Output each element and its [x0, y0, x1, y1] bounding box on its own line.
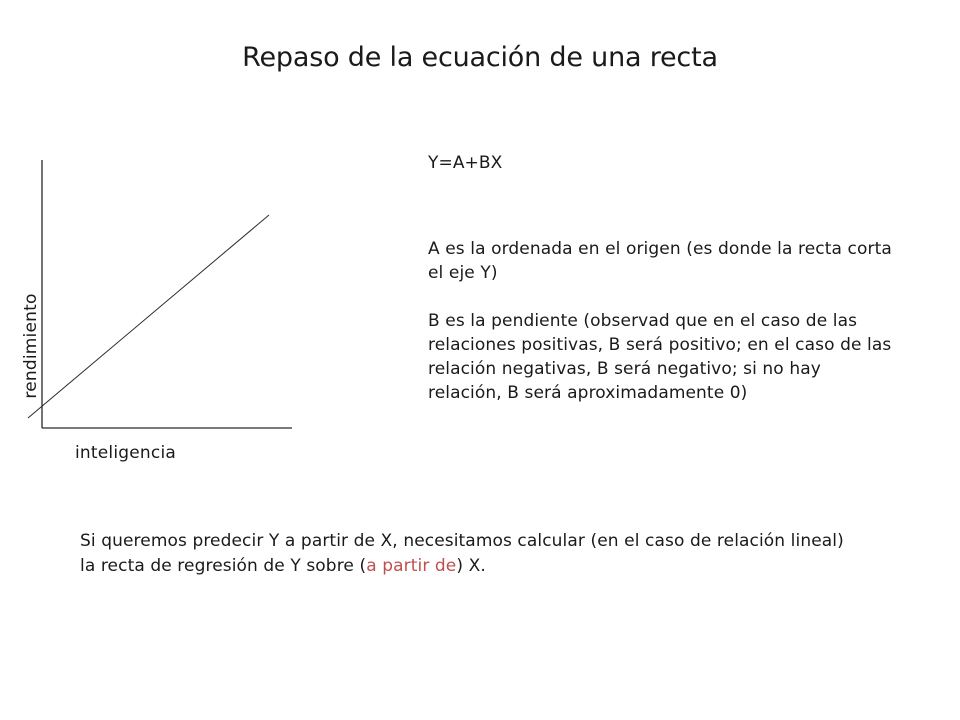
regression-note-end: ) X.	[456, 556, 486, 576]
y-axis-label: rendimiento	[21, 293, 41, 399]
x-axis-label: inteligencia	[75, 443, 176, 463]
equation: Y=A+BX	[428, 153, 503, 173]
regression-note	[80, 529, 860, 579]
slide-title: Repaso de la ecuación de una recta	[242, 42, 718, 73]
highlighted-phrase: a partir de	[366, 556, 457, 576]
intercept-definition: A es la ordenada en el origen (es donde la recta corta el eje Y)	[428, 239, 892, 283]
regression-note-text: Si queremos predecir Y a partir de X, necesitamos calcular (en el caso de relación lineal) la recta de regresión de Y sobre (	[80, 531, 844, 576]
slope-definition: B es la pendiente (observad que en el caso de las relaciones positivas, B será positivo; en el caso de las relación negativas, B será negativo; si no hay relación, B será aproximadamente 0)	[428, 311, 892, 403]
regression-line	[28, 215, 269, 418]
